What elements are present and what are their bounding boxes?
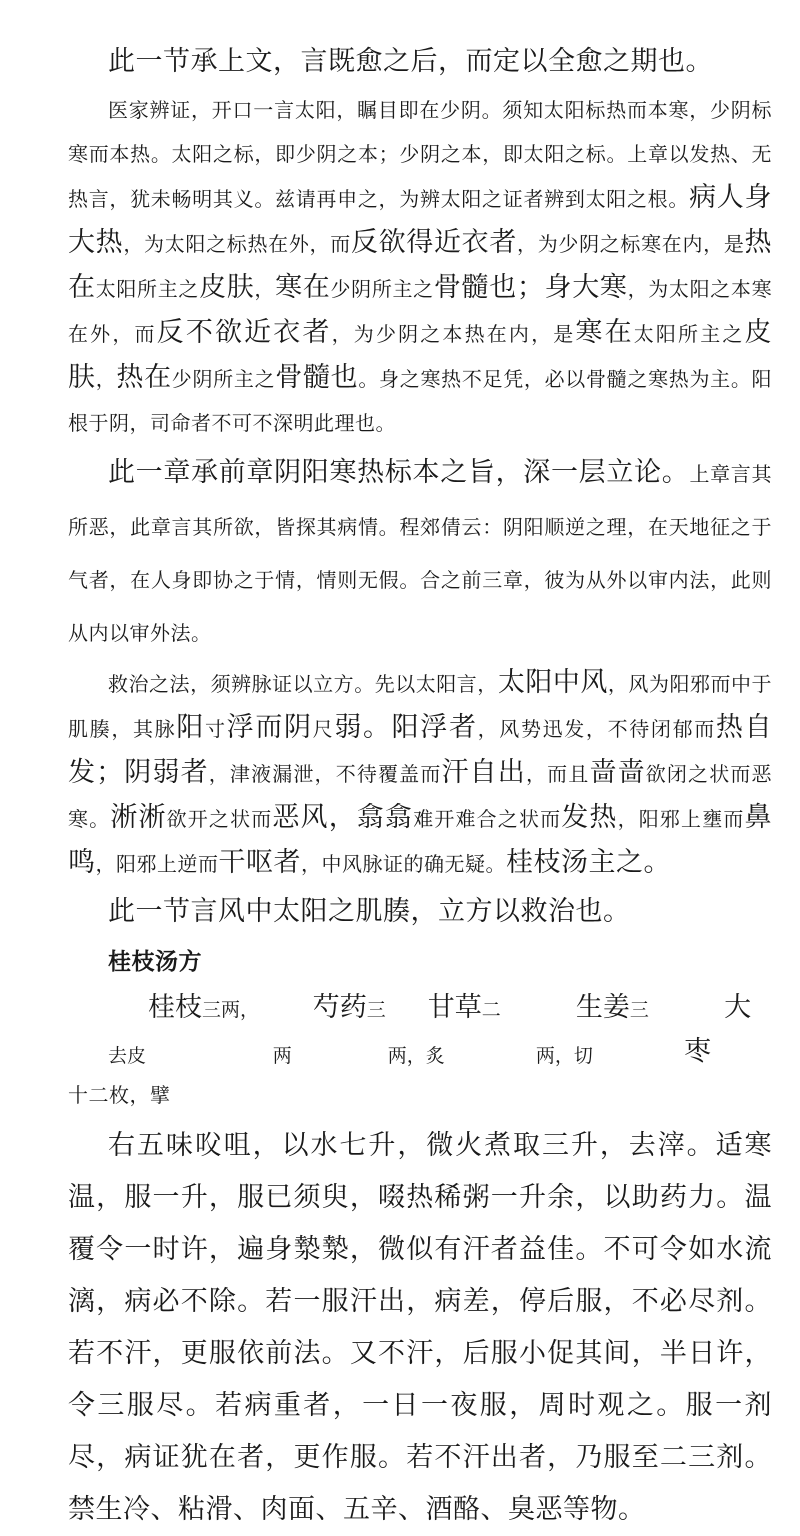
scripture-text: 发热 xyxy=(561,802,618,833)
scripture-text: 干呕者 xyxy=(218,847,301,878)
commentary-text: 难开难合之状而 xyxy=(413,807,562,831)
herb-item xyxy=(684,986,766,1078)
formula-heading: 桂枝汤方 xyxy=(108,948,202,975)
herb-item xyxy=(536,986,684,1078)
commentary-text: 太阳所主之 xyxy=(95,277,200,301)
summary-main: 此一章承前章阴阳寒热标本之旨，深一层立论。 xyxy=(108,457,690,488)
commentary-text: ，为少阴之标寒在内，是 xyxy=(517,232,745,256)
commentary-text: 欲开之状而 xyxy=(166,807,273,831)
commentary-text: 欲闭之状而恶寒。 xyxy=(68,762,773,831)
commentary-text: ，津液漏泄，不待覆盖而 xyxy=(208,762,442,786)
herb-list xyxy=(68,986,772,1078)
herb-dosage: 二两，炙 xyxy=(387,999,501,1067)
scripture-text: 骨髓也 xyxy=(275,362,359,393)
commentary-text: 。身之寒热不足凭，必以骨髓之寒热为主。阳根于阴，司命者不可不深明此理也。 xyxy=(68,367,773,435)
scripture-text: 浮而阴 xyxy=(226,712,313,743)
commentary-text: 少阴所主之 xyxy=(171,367,276,391)
commentary-text: ，为太阳之标热在外，而 xyxy=(123,232,351,256)
scripture-text: 阳 xyxy=(176,712,205,743)
commentary-text: 尺 xyxy=(312,717,335,741)
herb-name: 芍药 xyxy=(312,992,367,1023)
commentary-mixed-text xyxy=(68,182,773,435)
herb-name: 桂枝 xyxy=(148,992,202,1023)
commentary-text: 寸 xyxy=(204,717,227,741)
paragraph-commentary-1 xyxy=(68,88,772,445)
paragraph-summary-2 xyxy=(68,447,772,659)
commentary-text: ， xyxy=(254,277,276,301)
herb-dosage: 三两 xyxy=(272,999,386,1067)
scripture-text: 淅淅 xyxy=(110,802,167,833)
scripture-text: 寒在 xyxy=(275,272,331,303)
herb-dosage: 三两，去皮 xyxy=(108,999,260,1067)
herb-dosage: 三两，切 xyxy=(535,999,649,1067)
paragraph-instructions: 右五味㕮咀，以水七升，微火煮取三升，去滓。适寒温，服一升，服已须臾，啜热稀粥一升余，以助药力。温覆令一时许，遍身漐漐，微似有汗者益佳。不可令如水流漓，病必不除。若一服汗出，病差，停后服，不必尽剂。若不汗，更服依前法。又不汗，后服小促其间，半日许，令三服尽。若病重者，一日一夜服，周时观之。服一剂尽，病证犹在者，更作服。若不汗出者，乃服至二三剂。禁生冷、粘滑、肉面、五辛、酒酪、臭恶等物。 xyxy=(68,1130,772,1525)
commentary-text: ，而且 xyxy=(525,762,590,786)
commentary-text: 少阴所主之 xyxy=(330,277,434,301)
commentary-text: ，风为阳邪而中于肌腠，其脉 xyxy=(68,672,773,741)
herb-name: 甘草 xyxy=(427,992,482,1023)
scripture-text: 鼻鸣 xyxy=(68,802,773,878)
scripture-text: 反欲得近衣者 xyxy=(350,227,518,258)
herb-item xyxy=(388,986,536,1078)
herb-item xyxy=(108,986,273,1078)
scripture-text: 病人身大热 xyxy=(68,182,772,258)
herb-name: 大枣 xyxy=(684,992,752,1067)
summary-note: 上章言其所恶，此章言其所欲，皆探其病情。程郊倩云：阴阳顺逆之理，在天地征之于气者，在人身即协之于情，情则无假。合之前三章，彼为从外以审内法，此则从内以审外法。 xyxy=(68,462,772,645)
scripture-text: 热自发；阴弱者 xyxy=(68,712,773,788)
scripture-text: 骨髓也；身大寒 xyxy=(433,272,628,303)
herb-item xyxy=(273,986,388,1078)
paragraph-summary-3: 此一节言风中太阳之肌腠，立方以救治也。 xyxy=(108,896,631,927)
paragraph-summary-1: 此一节承上文，言既愈之后，而定以全愈之期也。 xyxy=(108,46,713,77)
scripture-text: 弱。阳浮者 xyxy=(334,712,478,743)
commentary-text: ， xyxy=(95,367,117,391)
paragraph-commentary-2 xyxy=(68,661,772,886)
commentary-text: ，风势迅发，不待闭郁而 xyxy=(477,717,716,741)
scripture-text: 太阳中风 xyxy=(497,667,608,698)
scripture-text: 啬啬 xyxy=(589,757,646,788)
commentary-text: ，为太阳之本寒在外，而 xyxy=(68,277,773,346)
commentary-text: ，为少阴之本热在内，是 xyxy=(331,322,576,346)
commentary-text: ，阳邪上壅而 xyxy=(617,807,745,831)
scripture-text: 热在 xyxy=(68,227,773,303)
scripture-text: 恶风，翕翕 xyxy=(272,802,414,833)
scripture-text: 热在 xyxy=(116,362,172,393)
commentary-text: ，中风脉证的确无疑。 xyxy=(301,852,506,876)
scripture-text: 反不欲近衣者 xyxy=(156,317,332,348)
scripture-text: 皮肤 xyxy=(68,317,773,393)
scripture-text: 汗自出 xyxy=(441,757,526,788)
scripture-text: 皮肤 xyxy=(199,272,255,303)
herb-last-note: 十二枚，擘 xyxy=(68,1083,171,1107)
scripture-text: 桂枝汤主之。 xyxy=(506,847,671,878)
commentary-text: 救治之法，须辨脉证以立方。先以太阳言， xyxy=(108,672,498,696)
commentary-text: 太阳所主之 xyxy=(633,322,745,346)
scripture-text: 寒在 xyxy=(575,317,634,348)
commentary-intro: 医家辨证，开口一言太阳，瞩目即在少阴。须知太阳标热而本寒，少阴标寒而本热。太阳之标，即少阴之本；少阴之本，即太阳之标。上章以发热、无热言，犹未畅明其义。兹请再申之，为辨太阳之证者辨到太阳之根。 xyxy=(68,98,772,211)
commentary-text: ，阳邪上逆而 xyxy=(95,852,219,876)
herb-name: 生姜 xyxy=(575,992,630,1023)
